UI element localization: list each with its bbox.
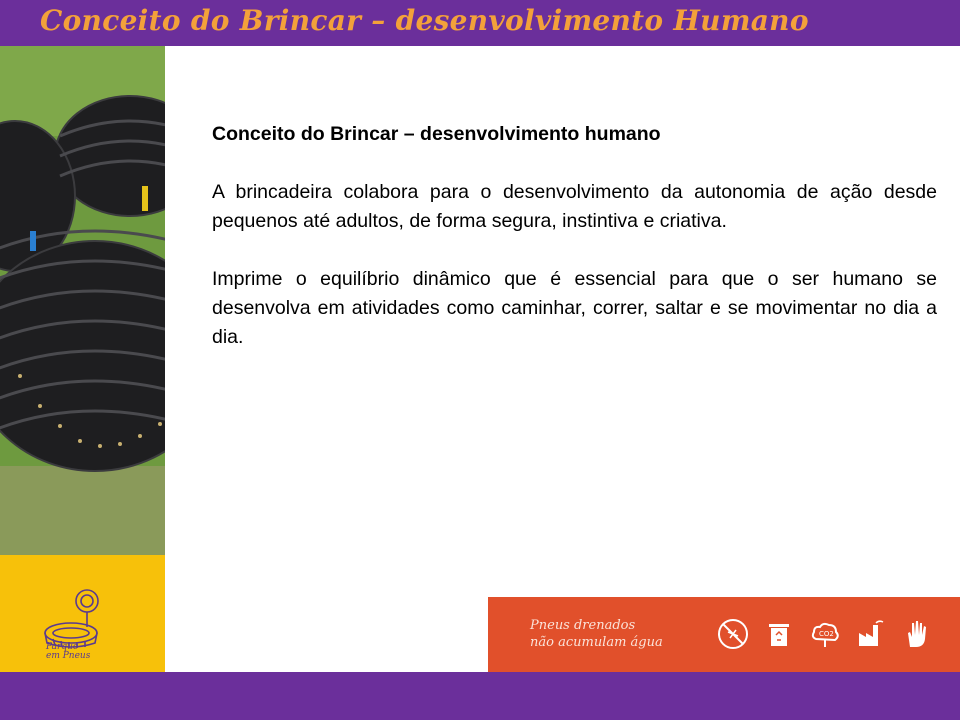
banner-icons — [716, 617, 934, 653]
co2-cloud-icon — [808, 617, 842, 651]
banner-line2: não acumulam água — [530, 635, 663, 650]
content-paragraph-2: Imprime o equilíbrio dinâmico que é essencial para que o ser humano se desenvolva em atividades como caminhar, correr, saltar e se movimentar no dia a dia. — [212, 268, 937, 348]
logo-text — [46, 643, 116, 661]
slide-title: Conceito do Brincar – desenvolvimento Humano — [40, 4, 809, 37]
logo-line1: Parque — [46, 642, 79, 652]
factory-icon — [854, 617, 888, 651]
footer-bar — [165, 672, 960, 720]
banner-text — [530, 617, 700, 651]
logo-panel — [0, 555, 165, 672]
content-paragraph-1: A brincadeira colabora para o desenvolvimento da autonomia de ação desde pequenos até adultos, de forma segura, instintiva e criativa. — [212, 181, 937, 232]
logo-line2: em Pneus — [46, 651, 91, 661]
recycle-bin-icon — [762, 617, 796, 651]
svg-text:CO2: CO2 — [819, 630, 834, 638]
banner-line1: Pneus drenados — [530, 618, 636, 633]
no-mosquito-icon — [716, 617, 750, 651]
content-heading: Conceito do Brincar – desenvolvimento humano — [212, 123, 661, 145]
tire-photo — [0, 46, 165, 555]
slide-content — [212, 120, 937, 381]
header-bar — [0, 0, 960, 46]
footer-bar-left — [0, 672, 165, 720]
hand-icon — [900, 617, 934, 651]
info-banner — [488, 597, 960, 672]
